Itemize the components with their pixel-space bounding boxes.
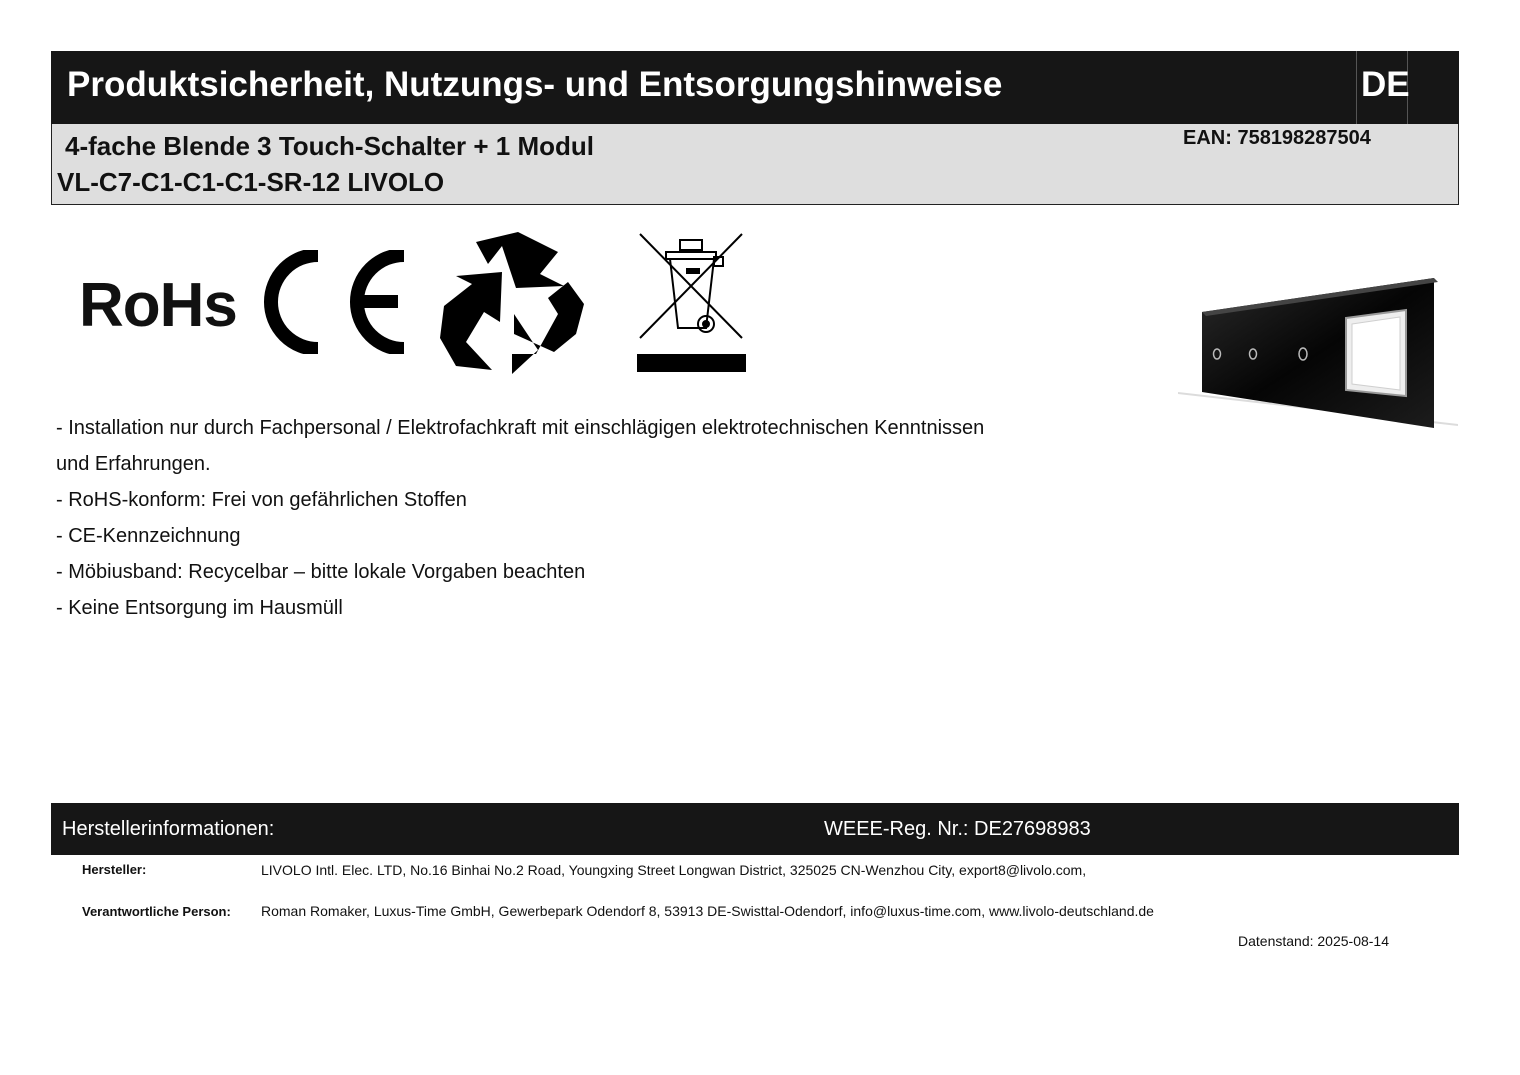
product-image [1176, 274, 1460, 432]
product-model: VL-C7-C1-C1-C1-SR-12 LIVOLO [57, 167, 445, 197]
note-line: - Möbiusband: Recycelbar – bitte lokale Vorgaben beachten [56, 561, 586, 583]
note-line: - CE-Kennzeichnung [56, 525, 241, 547]
product-info-bar [51, 124, 1459, 205]
product-name: 4-fache Blende 3 Touch-Schalter + 1 Modul [65, 131, 595, 161]
note-line: - Keine Entsorgung im Hausmüll [56, 597, 343, 619]
ce-mark-icon [258, 250, 408, 354]
manufacturer-label: Hersteller: [82, 862, 147, 877]
responsible-person-value: Roman Romaker, Luxus-Time GmbH, Gewerbepark Odendorf 8, 53913 DE-Swisttal-Odendorf, info@luxus-time.com, www.livolo-deutschland.de [261, 903, 1154, 919]
ean-code: EAN: 758198287504 [1183, 127, 1371, 149]
title-bar [51, 51, 1459, 124]
recycling-icon [436, 230, 588, 375]
rohs-logo: RoHs [79, 271, 237, 340]
data-date: Datenstand: 2025-08-14 [1238, 933, 1389, 949]
manufacturer-bar [51, 803, 1459, 855]
weee-registration: WEEE-Reg. Nr.: DE27698983 [824, 818, 1091, 840]
manufacturer-value: LIVOLO Intl. Elec. LTD, No.16 Binhai No.2 Road, Youngxing Street Longwan District, 325025 CN-Wenzhou City, export8@livolo.com, [261, 862, 1087, 878]
language-badge [1356, 51, 1408, 124]
manufacturer-heading: Herstellerinformationen: [62, 818, 275, 840]
page-title: Produktsicherheit, Nutzungs- und Entsorgungshinweise [67, 65, 1003, 104]
safety-notes [56, 410, 1136, 626]
note-line: - Installation nur durch Fachpersonal / Elektrofachkraft mit einschlägigen elektrotechnischen Kenntnissen [56, 417, 985, 439]
language-code: DE [1361, 65, 1410, 104]
note-line: - RoHS-konform: Frei von gefährlichen Stoffen [56, 489, 467, 511]
responsible-person-label: Verantwortliche Person: [82, 904, 231, 919]
note-line: und Erfahrungen. [56, 453, 211, 475]
weee-crossed-bin-icon [636, 232, 748, 374]
